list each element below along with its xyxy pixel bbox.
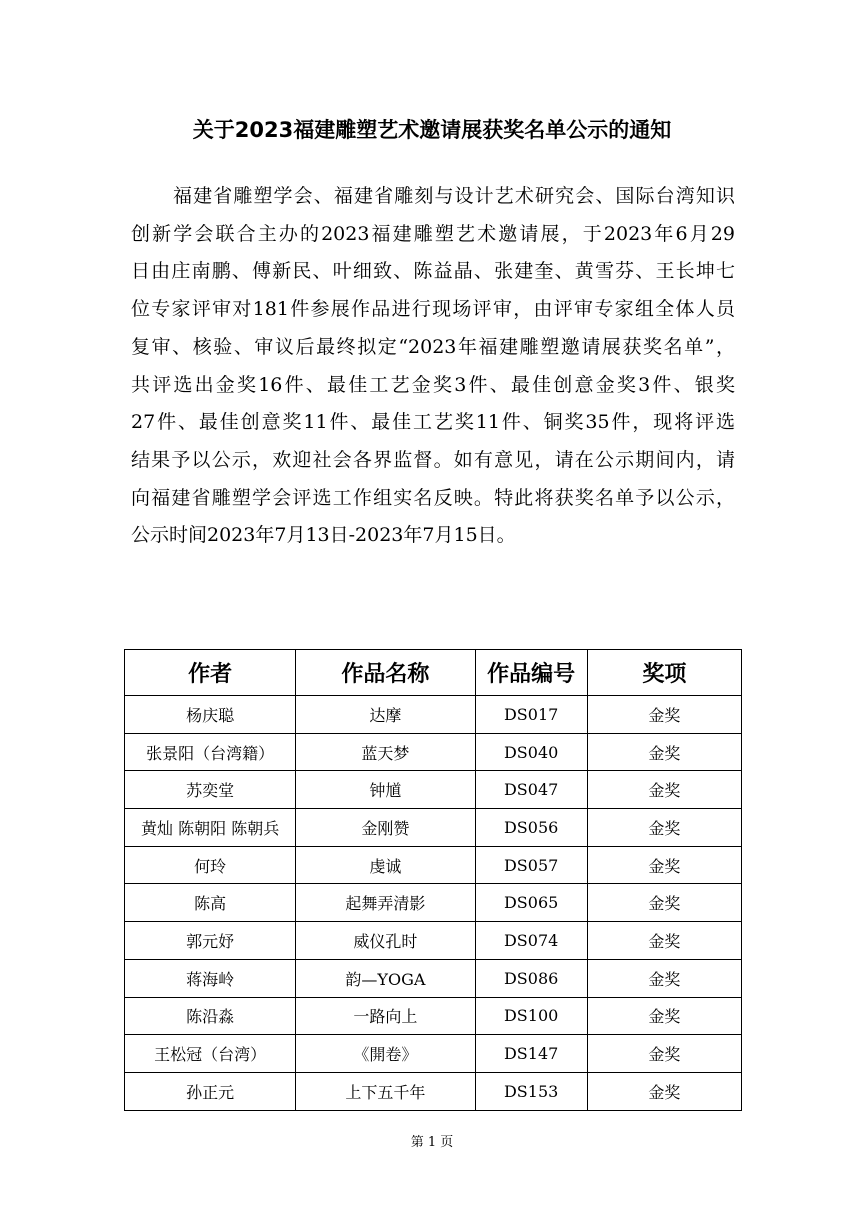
table-row <box>125 809 742 847</box>
header-code: 作品编号 <box>475 650 587 696</box>
cell-author: 杨庆聪 <box>125 696 296 734</box>
cell-work: 达摩 <box>296 696 475 734</box>
cell-code: DS047 <box>475 771 587 809</box>
notice-paragraph <box>131 178 735 555</box>
body-line: 共评选出金奖16件、最佳工艺金奖3件、最佳创意金奖3件、银奖 <box>131 373 735 396</box>
awards-table-header <box>125 650 742 696</box>
cell-award: 金奖 <box>587 696 741 734</box>
notice-body <box>131 178 735 555</box>
cell-code: DS086 <box>475 959 587 997</box>
cell-work: 《開卷》 <box>296 1035 475 1073</box>
cell-award: 金奖 <box>587 997 741 1035</box>
table-row <box>125 922 742 960</box>
cell-award: 金奖 <box>587 733 741 771</box>
cell-author: 孙正元 <box>125 1072 296 1110</box>
cell-author: 王松冠（台湾） <box>125 1035 296 1073</box>
cell-code: DS056 <box>475 809 587 847</box>
cell-award: 金奖 <box>587 922 741 960</box>
cell-work: 威仪孔时 <box>296 922 475 960</box>
body-line: 结果予以公示，欢迎社会各界监督。如有意见，请在公示期间内，请 <box>131 448 735 471</box>
table-row <box>125 733 742 771</box>
cell-work: 一路向上 <box>296 997 475 1035</box>
body-line: 27件、最佳创意奖11件、最佳工艺奖11件、铜奖35件，现将评选 <box>131 411 735 434</box>
cell-award: 金奖 <box>587 846 741 884</box>
cell-work: 韵—YOGA <box>296 959 475 997</box>
cell-code: DS017 <box>475 696 587 734</box>
cell-code: DS074 <box>475 922 587 960</box>
body-line: 日由庄南鹏、傅新民、叶细致、陈益晶、张建奎、黄雪芬、王长坤七 <box>131 260 735 283</box>
table-row <box>125 884 742 922</box>
cell-author: 张景阳（台湾籍） <box>125 733 296 771</box>
cell-award: 金奖 <box>587 771 741 809</box>
table-row <box>125 1035 742 1073</box>
body-line: 创新学会联合主办的2023福建雕塑艺术邀请展，于2023年6月29 <box>131 222 735 245</box>
awards-table-body <box>125 696 742 1111</box>
cell-author: 何玲 <box>125 846 296 884</box>
body-line: 公示时间2023年7月13日-2023年7月15日。 <box>131 524 516 547</box>
table-row <box>125 997 742 1035</box>
table-row <box>125 1072 742 1110</box>
cell-work: 钟馗 <box>296 771 475 809</box>
page-number: 第 1 页 <box>410 1135 454 1150</box>
cell-work: 金刚赞 <box>296 809 475 847</box>
body-line: 福建省雕塑学会、福建省雕刻与设计艺术研究会、国际台湾知识 <box>173 185 735 207</box>
cell-work: 起舞弄清影 <box>296 884 475 922</box>
header-row <box>125 650 742 696</box>
body-line: 向福建省雕塑学会评选工作组实名反映。特此将获奖名单予以公示， <box>131 486 735 509</box>
cell-work: 蓝天梦 <box>296 733 475 771</box>
cell-code: DS153 <box>475 1072 587 1110</box>
cell-award: 金奖 <box>587 959 741 997</box>
cell-author: 黄灿 陈朝阳 陈朝兵 <box>125 809 296 847</box>
cell-code: DS147 <box>475 1035 587 1073</box>
cell-code: DS065 <box>475 884 587 922</box>
cell-award: 金奖 <box>587 1072 741 1110</box>
cell-work: 上下五千年 <box>296 1072 475 1110</box>
body-line: 复审、核验、审议后最终拟定“2023年福建雕塑邀请展获奖名单”， <box>131 335 735 358</box>
cell-award: 金奖 <box>587 884 741 922</box>
cell-author: 苏奕堂 <box>125 771 296 809</box>
cell-code: DS057 <box>475 846 587 884</box>
table-row <box>125 696 742 734</box>
header-award: 奖项 <box>587 650 741 696</box>
awards-table <box>124 649 742 1111</box>
cell-award: 金奖 <box>587 1035 741 1073</box>
header-author: 作者 <box>125 650 296 696</box>
cell-author: 陈高 <box>125 884 296 922</box>
table-row <box>125 959 742 997</box>
table-row <box>125 846 742 884</box>
cell-code: DS100 <box>475 997 587 1035</box>
cell-author: 陈沿淼 <box>125 997 296 1035</box>
document-title: 关于2023福建雕塑艺术邀请展获奖名单公示的通知 <box>192 118 672 142</box>
body-line: 位专家评审对181件参展作品进行现场评审，由评审专家组全体人员 <box>131 298 735 321</box>
table-row <box>125 771 742 809</box>
header-work: 作品名称 <box>296 650 475 696</box>
cell-work: 虔诚 <box>296 846 475 884</box>
cell-award: 金奖 <box>587 809 741 847</box>
cell-author: 蒋海岭 <box>125 959 296 997</box>
cell-author: 郭元妤 <box>125 922 296 960</box>
cell-code: DS040 <box>475 733 587 771</box>
